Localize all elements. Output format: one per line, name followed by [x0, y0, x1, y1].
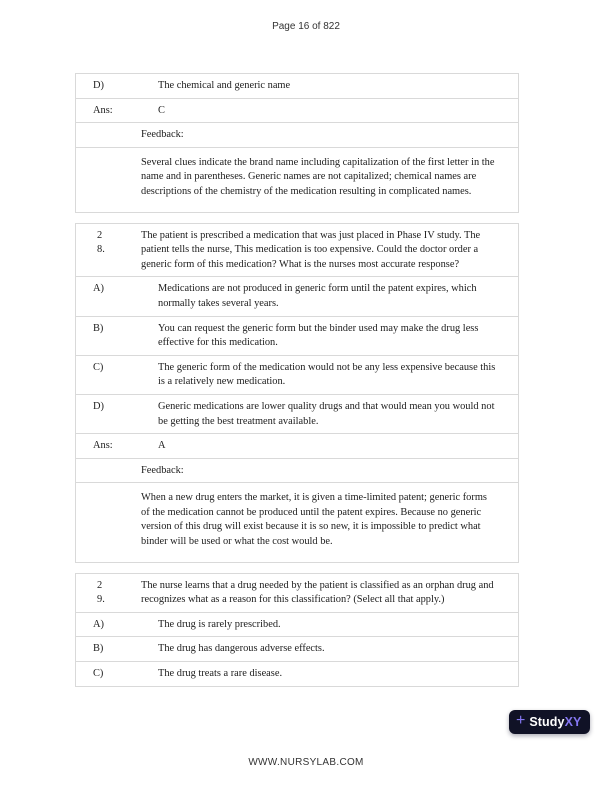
row-label: 29.: [97, 579, 105, 606]
row-label: [76, 459, 124, 483]
row-label: 28.: [97, 229, 105, 256]
row-label: A): [93, 283, 104, 295]
feedback-label-row: [76, 459, 518, 484]
row-label: B): [93, 643, 104, 655]
plus-icon: +: [516, 712, 526, 729]
option-row: [76, 356, 518, 395]
row-label: C): [93, 668, 104, 680]
row-label: Ans:: [93, 104, 113, 116]
row-label: Ans:: [93, 440, 113, 452]
question-row: [76, 574, 518, 613]
row-label: B): [93, 322, 104, 334]
option-row: [76, 395, 518, 434]
row-text: The nurse learns that a drug needed by the patient is classified as an orphan drug and recognizes what as a reason for this classification? (Select all that apply.): [141, 579, 494, 606]
option-row: [76, 662, 518, 686]
feedback-body-row: [76, 148, 518, 212]
option-row: [76, 637, 518, 662]
row-text: Feedback:: [141, 129, 184, 141]
option-row: [76, 74, 518, 99]
row-label: C): [93, 361, 104, 373]
answer-row: [76, 99, 518, 124]
website-footer: WWW.NURSYLAB.COM: [248, 757, 364, 768]
row-text: When a new drug enters the market, it is given a time-limited patent; generic forms of the medication cannot be produced until the patent expires. Because no generic version of this drug will exist because it is so new, it is impossible to predict what binder will be used or what the cost would be.: [141, 492, 487, 548]
row-text: The chemical and generic name: [158, 80, 291, 91]
row-text: Generic medications are lower quality drugs and that would mean you would not be getting the best treatment available.: [158, 400, 495, 427]
question-table: [75, 573, 519, 687]
question-row: [76, 224, 518, 278]
row-text: The patient is prescribed a medication that was just placed in Phase IV study. The patient tells the nurse, This medication is too expensive. Could the doctor order a generic form of this medication? What is the nurses most accurate response?: [141, 229, 481, 270]
studyxy-logo-badge[interactable]: [509, 710, 590, 734]
brand-name-primary: Study: [529, 715, 565, 729]
row-text: You can request the generic form but the binder used may make the drug less effective for this medication.: [158, 322, 479, 349]
document-body: [75, 73, 519, 697]
row-label: D): [93, 80, 104, 91]
row-label: [76, 483, 124, 561]
page-number-header: Page 16 of 822: [272, 21, 340, 32]
row-text: Medications are not produced in generic form until the patent expires, which normally takes several years.: [158, 283, 477, 309]
question-table: [75, 73, 519, 213]
feedback-body-row: [76, 483, 518, 561]
row-label: D): [93, 400, 104, 412]
row-text: The generic form of the medication would not be any less expensive because this is a relatively new medication.: [158, 361, 496, 388]
row-text: C: [158, 104, 165, 116]
option-row: [76, 613, 518, 638]
row-text: Several clues indicate the brand name including capitalization of the first letter in the name and in parentheses. Generic names are not capitalized; chemical names are descriptions of the chemistry of the medication resulting in complicated names.: [141, 156, 495, 197]
option-row: [76, 317, 518, 356]
question-table: [75, 223, 519, 563]
row-text: The drug is rarely prescribed.: [158, 618, 281, 630]
row-text: The drug has dangerous adverse effects.: [158, 643, 325, 655]
answer-row: [76, 434, 518, 459]
brand-name-accent: XY: [564, 715, 582, 729]
row-text: Feedback:: [141, 464, 184, 476]
feedback-label-row: [76, 123, 518, 148]
row-label: [76, 148, 124, 212]
row-label: A): [93, 618, 104, 630]
row-label: [76, 123, 124, 147]
row-text: A: [158, 440, 166, 452]
row-text: The drug treats a rare disease.: [158, 668, 283, 680]
option-row: [76, 277, 518, 316]
